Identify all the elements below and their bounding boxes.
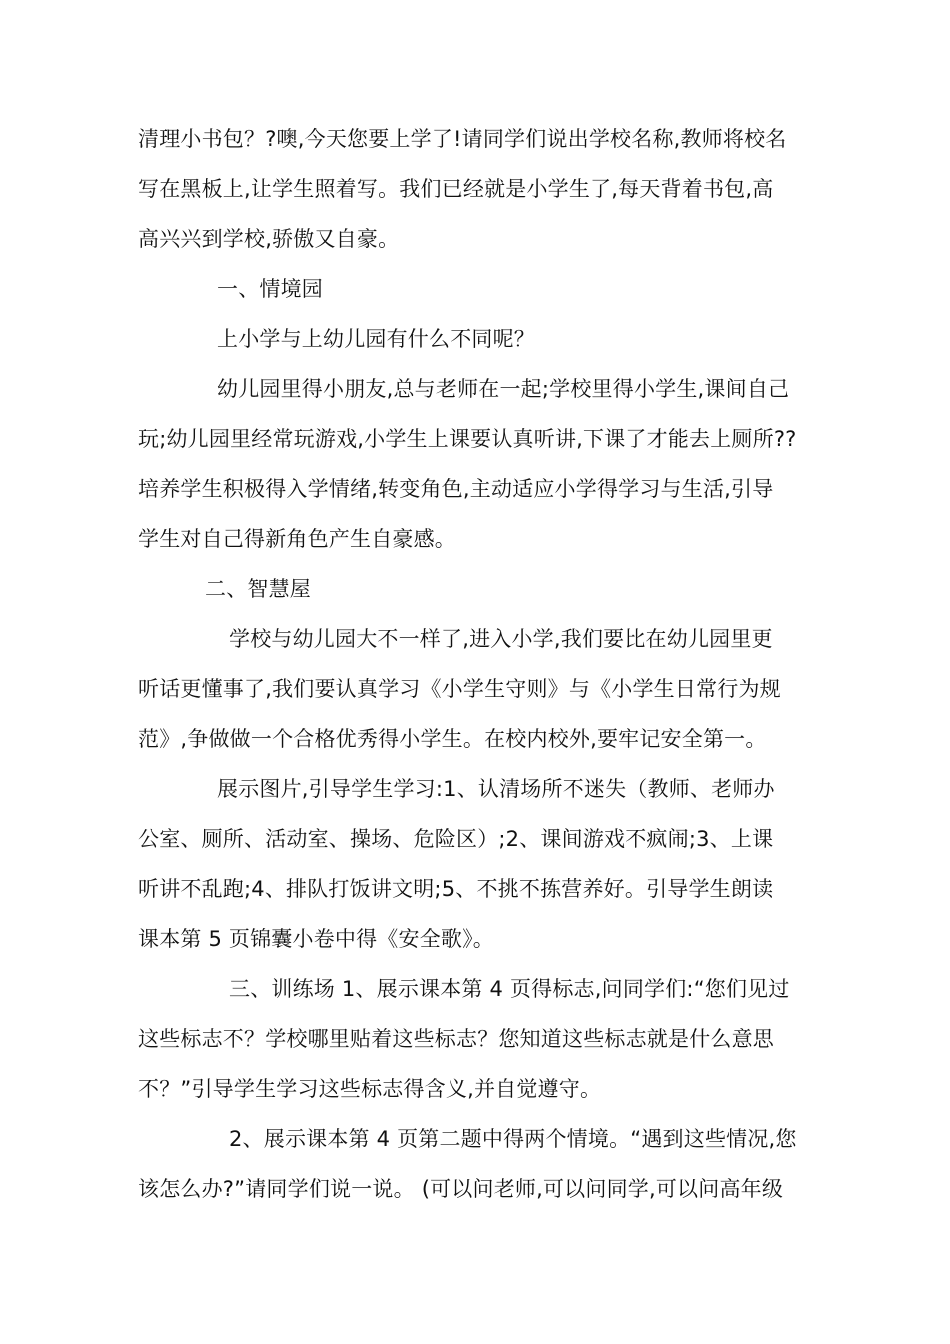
paragraph-line: 公室、厕所、活动室、操场、危险区）;2、课间游戏不疯闹;3、上课 — [138, 827, 774, 851]
section-heading: 二、智慧屋 — [205, 577, 311, 601]
paragraph-line: 学生对自己得新角色产生自豪感。 — [138, 527, 456, 551]
section-heading: 三、训练场 1、展示课本第 4 页得标志,问同学们:“您们见过 — [229, 977, 790, 1001]
paragraph-line: 学校与幼儿园大不一样了,进入小学,我们要比在幼儿园里更 — [229, 627, 773, 651]
paragraph-line: 清理小书包？?噢,今天您要上学了!请同学们说出学校名称,教师将校名 — [138, 127, 787, 151]
paragraph-line: 培养学生积极得入学情绪,转变角色,主动适应小学得学习与生活,引导 — [138, 477, 774, 501]
paragraph-line: 课本第 5 页锦囊小卷中得《安全歌》。 — [138, 927, 495, 951]
paragraph-line: 玩;幼儿园里经常玩游戏,小学生上课要认真听讲,下课了才能去上厕所?? — [138, 427, 797, 451]
paragraph-line: 这些标志不？学校哪里贴着这些标志？您知道这些标志就是什么意思 — [138, 1027, 774, 1051]
paragraph-line: 2、展示课本第 4 页第二题中得两个情境。“遇到这些情况,您 — [229, 1127, 797, 1151]
paragraph-line: 不？”引导学生学习这些标志得含义,并自觉遵守。 — [138, 1077, 602, 1101]
paragraph-line: 幼儿园里得小朋友,总与老师在一起;学校里得小学生,课间自己 — [217, 377, 790, 401]
section-heading: 一、情境园 — [217, 277, 323, 301]
paragraph-line: 听话更懂事了,我们要认真学习《小学生守则》与《小学生日常行为规 — [138, 677, 781, 701]
paragraph-line: 范》,争做做一个合格优秀得小学生。在校内校外,要牢记安全第一。 — [138, 727, 767, 751]
paragraph-line: 听讲不乱跑;4、排队打饭讲文明;5、不挑不拣营养好。引导学生朗读 — [138, 877, 774, 901]
paragraph-line: 该怎么办?”请同学们说一说。 (可以问老师,可以问同学,可以问高年级 — [138, 1177, 784, 1201]
paragraph-line: 上小学与上幼儿园有什么不同呢？ — [217, 327, 535, 351]
paragraph-line: 写在黑板上,让学生照着写。我们已经就是小学生了,每天背着书包,高 — [138, 177, 774, 201]
paragraph-line: 展示图片,引导学生学习:1、认清场所不迷失（教师、老师办 — [217, 777, 775, 801]
paragraph-line: 高兴兴到学校,骄傲又自豪。 — [138, 227, 400, 251]
